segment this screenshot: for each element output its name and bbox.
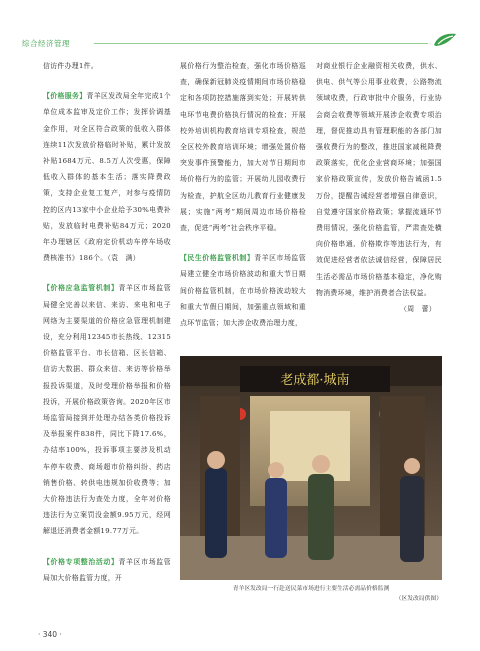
author-sign: （周 蕾） (400, 305, 436, 314)
article-emergency-mechanism (43, 280, 171, 539)
section-tag: 【价格服务】 (43, 92, 87, 101)
section-title: 综合经济管理 (22, 39, 70, 48)
photo-illustration (180, 356, 442, 580)
page-number: · 340 · (38, 630, 62, 639)
paragraph: 信访件办理1件。 (43, 62, 99, 70)
article-price-service (43, 88, 171, 266)
market-sign-text: 老成都·城南 (280, 373, 350, 388)
photo-credit: （区发改局供图） (395, 596, 442, 602)
section-tag: 【民生价格监管机制】 (180, 254, 255, 263)
paragraph: 青羊区市场监管局建立健全市场价格波动和重大节日期间价格监管机制，在市场价格波动较大和重大节假日期间，加强重点领域和重点环节监管；加大涉企收费治理力度， (180, 254, 306, 328)
section-tag: 【价格应急监管机制】 (43, 284, 119, 293)
paragraph: 青羊区发改局全年完成1个单位成本监审及定价工作；发挥价调基金作用，对全区符合政策的低收入群体连续11次发放价格临时补贴，累计发放补贴1684万元、8.5万人次受惠，保障低收入群体的基本生活；落实降费政策，支持企业复工复产，对参与疫情防控的区内13家中小企业给予30%电费补贴，发放临时电费补贴84万元；2020年办理辖区《政府定价机动车停车场收费核准书》186个。 (43, 92, 171, 263)
caption-text: 青羊区发改局一行赴送民菜市场进行主要生活必需品价格监测 (232, 586, 390, 592)
paragraph: 青羊区市场监管局加大价格监管力度，开 (43, 557, 171, 582)
article-special-rectification (43, 554, 171, 586)
column-right (316, 58, 442, 317)
leaf-logo-icon (432, 31, 458, 49)
paragraph: 对商业银行企业融资相关收费，供水、供电、供气等公用事业收费，公路物流领域收费，行政审批中介服务，行业协会商会收费等领域开展涉企收费专项治理，督促推动具有管理职能的各部门加强收费行为的整改，推进国家减税降费政策落实，优化企业营商环境；加强国家价格政策宣传，发放价格告诫函1.5万份，提醒告诫经营者增强自律意识，自觉遵守国家价格政策；掌握流通环节费用情况，强化价格监管，严肃查处横向价格串通、价格欺诈等违法行为，有效促进经营者依法诚信经营，保障居民生活必需品市场价格基本稳定，净化购物消费环境，维护消费者合法权益。 (316, 62, 442, 297)
article-livelihood-price (180, 250, 306, 331)
header-rule (94, 43, 428, 44)
paragraph: 青羊区市场监管局健全完善以来信、来访、来电和电子网络为主要渠道的价格应急管理机制建设，充分利用12345市长热线、12315价格监管平台、市长信箱、区长信箱、信访大数据、群众来信、来访等价格举报投诉渠道，及时受理价格举报和价格投诉，开展价格政策咨询。2020年区市场监管局接到并处理办结各类价格投诉及举报案件838件，同比下降17.6%，办结率100%，投诉事项主要涉及机动车停车收费、商场超市价格纠纷、药店销售价格、转供电违规加价收费等；加大价格违法行为查处力度，全年对价格违法行为立案罚没金额9.95万元，经网解退还消费者金额19.77万元。 (43, 284, 171, 536)
column-middle (180, 58, 306, 331)
running-header (22, 38, 458, 54)
paragraph: 展价格行为整治检查，强化市场价格巡查，确保新冠肺炎疫情期间市场价格稳定和各项防控措施落到实处；开展转供电环节电费价格执行情况的检查；开展校外培训机构教育培训专项检查，规范全区校外教育培训环境；增强处置价格突发事件预警能力，加大对节日期间市场价格行为的监管；开展幼儿园收费行为检查，护航全区幼儿教育行业健康发展；实施“两考”期间周边市场价格检查，促进“两考”社会秩序平稳。 (180, 62, 306, 233)
column-left (43, 58, 171, 586)
section-tag: 【价格专项整治活动】 (43, 557, 119, 566)
market-inspection-photo (180, 356, 442, 580)
photo-caption (180, 584, 442, 604)
author-sign: （袁 满） (107, 254, 140, 263)
